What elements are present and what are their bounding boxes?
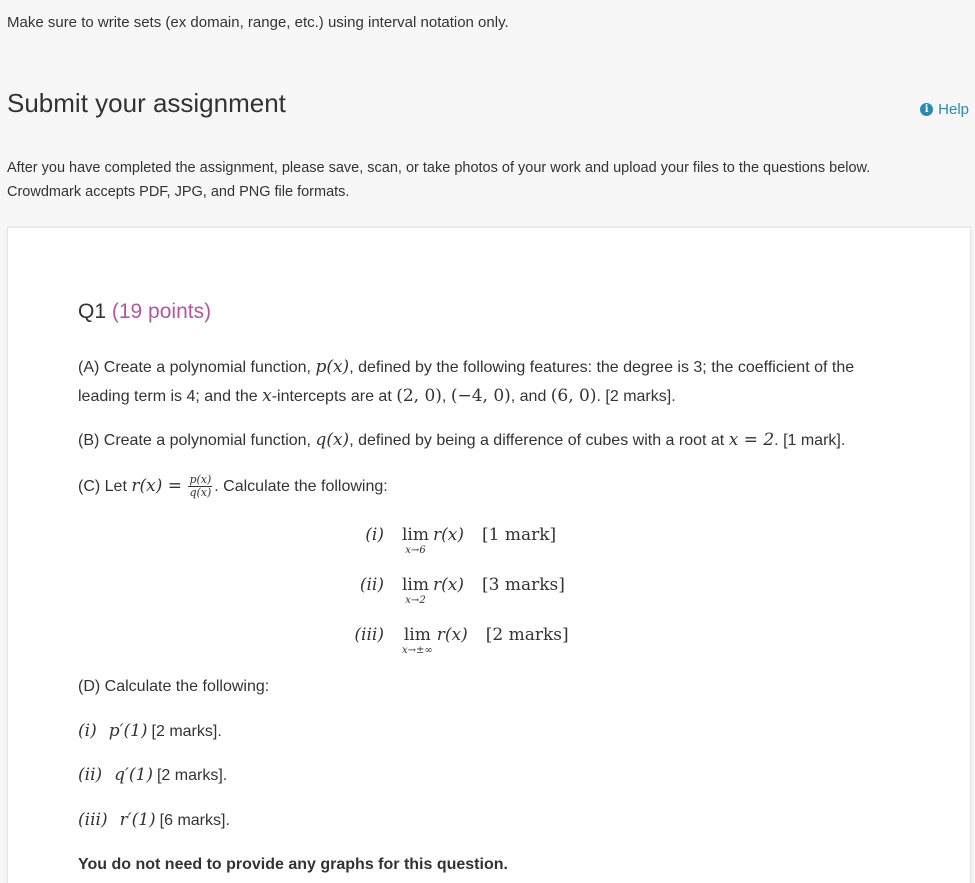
part-c-math: r(x) = xyxy=(131,476,182,496)
lim-text: lim xyxy=(402,575,429,595)
fraction-denominator: q(x) xyxy=(189,486,212,500)
part-a-math: x xyxy=(262,386,272,406)
help-link[interactable] xyxy=(920,101,969,118)
part-c-text: (C) Let xyxy=(78,478,132,495)
part-a-math: p(x) xyxy=(315,357,350,377)
part-a-text: (A) Create a polynomial function, xyxy=(78,359,316,376)
limit-marks: [2 marks] xyxy=(485,625,569,645)
part-a-text: . [2 marks]. xyxy=(596,388,676,405)
limit-roman: (ii) xyxy=(359,575,384,595)
part-d-roman: (iii) xyxy=(78,810,108,830)
graphs-note: You do not need to provide any graphs for this question. xyxy=(78,856,508,873)
part-b xyxy=(78,426,878,455)
part-c xyxy=(78,472,878,501)
limit-operator xyxy=(402,525,429,556)
question-label: Q1 xyxy=(78,300,107,323)
part-d-roman: (ii) xyxy=(78,765,103,785)
question-points: (19 points) xyxy=(111,300,212,323)
part-d-marks: [2 marks]. xyxy=(151,723,222,740)
help-label: Help xyxy=(938,101,969,118)
question-card xyxy=(7,227,971,883)
part-a-text: leading term is 4; and the xyxy=(78,388,263,405)
instructions-line-1: After you have completed the assignment, please save, scan, or take photos of your work and upload your files to the questions below. xyxy=(7,160,871,176)
limit-operator xyxy=(402,575,429,606)
part-b-text: (B) Create a polynomial function, xyxy=(78,432,316,449)
limit-expression: r(x) xyxy=(433,575,464,595)
lim-subscript: x→6 xyxy=(405,545,426,556)
part-d-item xyxy=(78,810,230,830)
limit-operator xyxy=(402,625,433,656)
limit-marks: [1 mark] xyxy=(481,525,557,545)
limit-roman: (i) xyxy=(365,525,384,545)
part-d-item xyxy=(78,721,222,741)
part-b-text: , defined by being a difference of cubes with a root at xyxy=(349,432,729,449)
page-title: Submit your assignment xyxy=(7,88,286,118)
lim-subscript: x→±∞ xyxy=(402,645,433,656)
instructions-line-2: Crowdmark accepts PDF, JPG, and PNG file formats. xyxy=(7,184,350,200)
interval-notation-note: Make sure to write sets (ex domain, range, etc.) using interval notation only. xyxy=(7,14,509,31)
limit-item xyxy=(324,525,556,556)
part-d-marks: [6 marks]. xyxy=(159,812,230,829)
part-d-marks: [2 marks]. xyxy=(156,767,228,784)
part-b-math: x = 2 xyxy=(728,430,775,450)
part-a-math: (2, 0) xyxy=(396,386,442,406)
part-d-intro: (D) Calculate the following: xyxy=(78,678,270,695)
part-b-text: . [1 mark]. xyxy=(774,432,846,449)
submission-instructions xyxy=(7,156,947,204)
part-c-text: . Calculate the following: xyxy=(214,478,388,495)
part-b-math: q(x) xyxy=(315,430,350,450)
limit-item xyxy=(324,625,569,656)
lim-text: lim xyxy=(402,525,429,545)
part-a-text: , xyxy=(441,388,451,405)
part-a-math: (6, 0) xyxy=(550,386,597,406)
limit-item xyxy=(324,575,565,606)
part-d-expression: p′(1) xyxy=(108,721,148,741)
part-d-item xyxy=(78,765,227,785)
fraction-numerator: p(x) xyxy=(189,473,212,487)
info-icon: i xyxy=(920,103,933,116)
limit-marks: [3 marks] xyxy=(481,575,565,595)
part-d-expression: r′(1) xyxy=(119,810,156,830)
part-d-roman: (i) xyxy=(78,721,97,741)
limit-roman: (iii) xyxy=(354,625,384,645)
part-d-expression: q′(1) xyxy=(114,765,153,785)
part-a-text: , and xyxy=(510,388,551,405)
lim-text: lim xyxy=(403,625,431,645)
part-a-text: , defined by the following features: the degree is 3; the coefficient of the xyxy=(349,359,855,376)
part-c-fraction xyxy=(188,474,212,499)
limit-expression: r(x) xyxy=(433,525,464,545)
limit-expression: r(x) xyxy=(436,625,468,645)
lim-subscript: x→2 xyxy=(405,595,426,606)
question-heading xyxy=(78,300,211,324)
part-a-text: -intercepts are at xyxy=(271,388,397,405)
part-a xyxy=(78,353,878,411)
part-a-math: (−4, 0) xyxy=(450,386,511,406)
